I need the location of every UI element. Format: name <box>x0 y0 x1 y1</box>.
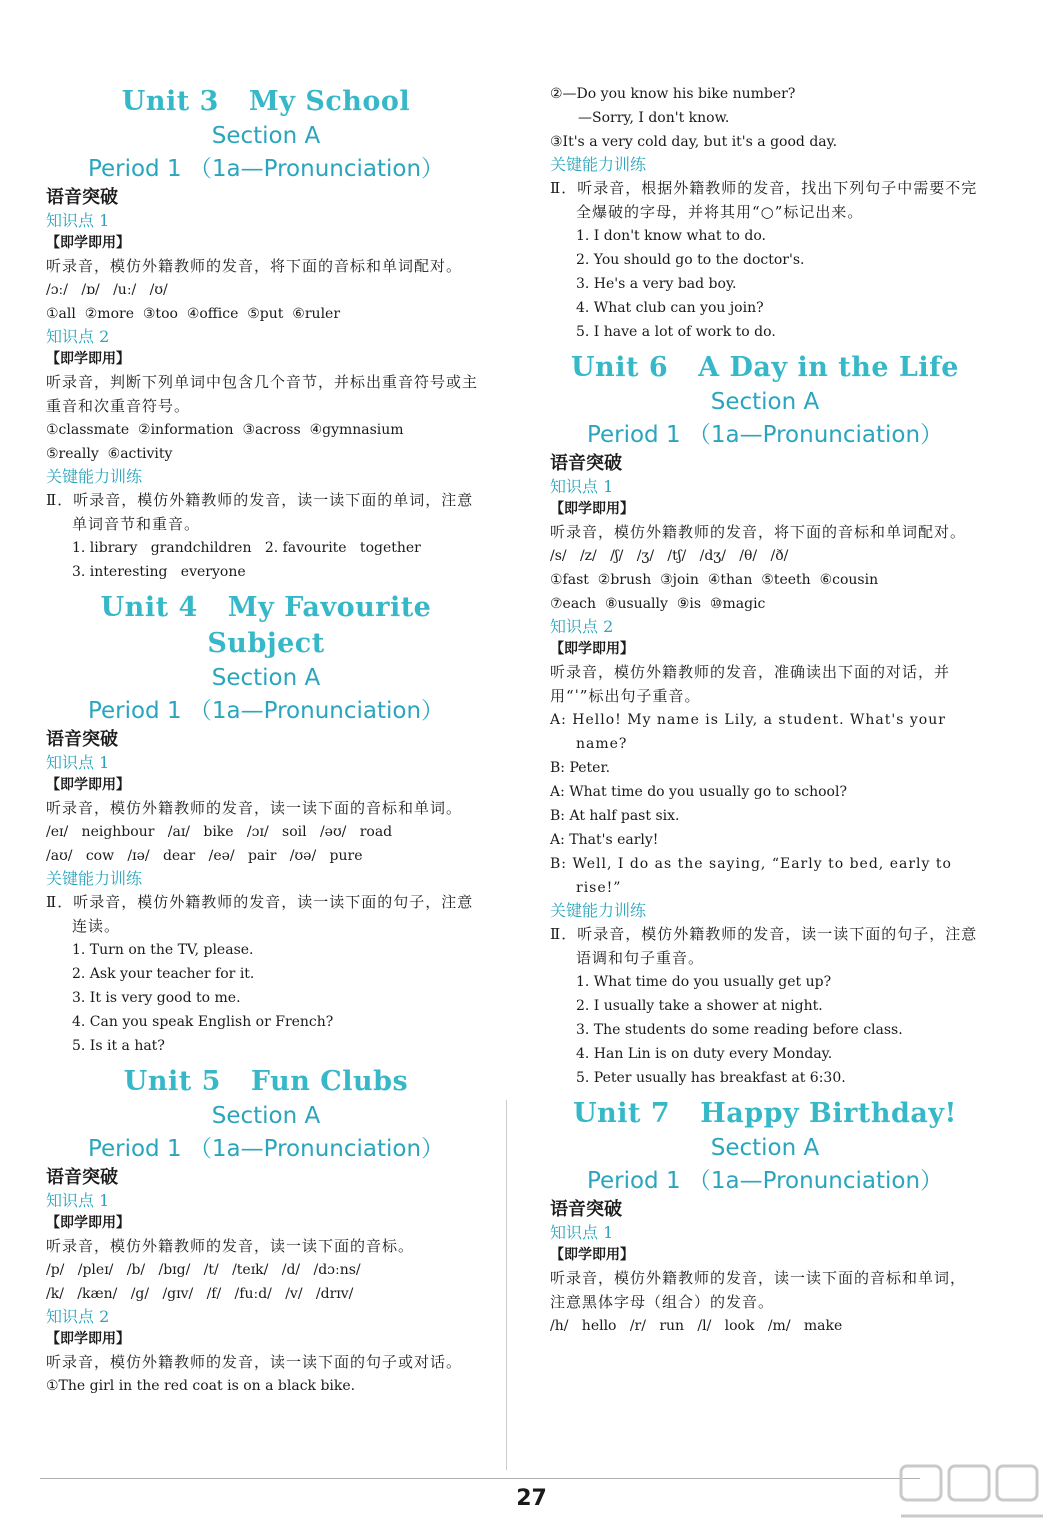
unit-7-heading: 语音突破 <box>550 1199 622 1220</box>
unit-7-kp1-text: 听录音，模仿外籍教师的发音，读一读下面的音标和单词，注意黑体字母（组合）的发音。 <box>550 1269 967 1311</box>
unit-3-period: Period 1 （1a—Pronunciation） <box>87 156 445 182</box>
unit-7-kp1: 知识点 1 <box>550 1223 614 1242</box>
right-top-item-5: 5. I have a lot of work to do. <box>576 324 776 340</box>
unit-4-title: Unit 4 My Favourite Subject <box>100 592 432 659</box>
unit-5-kp1-line2: /k/ /kæn/ /g/ /gɪv/ /f/ /fuːd/ /v/ /drɪv/ <box>46 1286 354 1302</box>
right-top-item-4: 4. What club can you join? <box>576 300 764 316</box>
unit-6-kp1-text: 听录音，模仿外籍教师的发音，将下面的音标和单词配对。 <box>550 523 967 541</box>
unit-3-train-line1: 1. library grandchildren 2. favourite together <box>72 540 421 556</box>
unit-3-kp1: 知识点 1 <box>46 211 110 230</box>
unit-3-kp2: 知识点 2 <box>46 327 110 346</box>
unit-3-kp2-line1: ①classmate ②information ③across ④gymnasium <box>46 422 404 438</box>
unit-4-kp1-line1: /eɪ/ neighbour /aɪ/ bike /ɔɪ/ soil /əʊ/ road <box>46 824 393 840</box>
unit-3-section: Section A <box>211 123 321 149</box>
unit-3-train: 关键能力训练 <box>46 467 143 486</box>
unit-5-kp2: 知识点 2 <box>46 1307 110 1326</box>
unit-4-train-text: Ⅱ．听录音，模仿外籍教师的发音，读一读下面的句子，注意连读。 <box>46 893 474 935</box>
unit-6-kp2-text: 听录音，模仿外籍教师的发音，准确读出下面的对话，并用“ˈ”标出句子重音。 <box>550 663 951 705</box>
unit-6-item-2: 2. I usually take a shower at night. <box>576 998 823 1014</box>
unit-5-title: Unit 5 Fun Clubs <box>123 1066 409 1097</box>
unit-6-train: 关键能力训练 <box>550 901 647 920</box>
unit-3-kp2-tag: 【即学即用】 <box>46 351 130 367</box>
unit-4-kp1-text: 听录音，模仿外籍教师的发音，读一读下面的音标和单词。 <box>46 799 463 817</box>
unit-7-title: Unit 7 Happy Birthday! <box>573 1098 957 1129</box>
unit-4-item-1: 1. Turn on the TV, please. <box>72 942 254 958</box>
right-top-item-2: 2. You should go to the doctor's. <box>576 252 805 268</box>
right-top-item-3: 3. He's a very bad boy. <box>576 276 737 292</box>
unit-5-kp1: 知识点 1 <box>46 1191 110 1210</box>
right-top-train-text: Ⅱ．听录音，根据外籍教师的发音，找出下列句子中需要不完全爆破的字母，并将其用“○”标记出来。 <box>550 179 978 221</box>
unit-3-title: Unit 3 My School <box>121 86 411 117</box>
unit-3-train-text: Ⅱ．听录音，模仿外籍教师的发音，读一读下面的单词，注意单词音节和重音。 <box>46 491 474 533</box>
unit-6-kp2: 知识点 2 <box>550 617 614 636</box>
unit-5-kp1-text: 听录音，模仿外籍教师的发音，读一读下面的音标。 <box>46 1237 415 1255</box>
unit-6-train-text: Ⅱ．听录音，模仿外籍教师的发音，读一读下面的句子，注意语调和句子重音。 <box>550 925 978 967</box>
unit-6-item-3: 3. The students do some reading before class. <box>576 1022 903 1038</box>
unit-6-item-5: 5. Peter usually has breakfast at 6:30. <box>576 1070 846 1086</box>
column-divider <box>506 1100 507 1470</box>
unit-3-kp2-line2: ⑤really ⑥activity <box>46 446 173 462</box>
unit-4-section: Section A <box>211 665 321 691</box>
unit-6-dialog-4: B: At half past six. <box>550 808 680 824</box>
page-number: 27 <box>516 1486 547 1511</box>
unit-4-kp1-tag: 【即学即用】 <box>46 777 130 793</box>
unit-6-section: Section A <box>710 389 820 415</box>
unit-7-kp1-tag: 【即学即用】 <box>550 1247 634 1263</box>
unit-5-period: Period 1 （1a—Pronunciation） <box>87 1136 445 1162</box>
unit-6-title: Unit 6 A Day in the Life <box>571 352 959 383</box>
unit-6-heading: 语音突破 <box>550 453 622 474</box>
unit-4-item-3: 3. It is very good to me. <box>72 990 241 1006</box>
unit-4-item-4: 4. Can you speak English or French? <box>72 1014 334 1030</box>
unit-5-section: Section A <box>211 1103 321 1129</box>
unit-6-item-4: 4. Han Lin is on duty every Monday. <box>576 1046 833 1062</box>
unit-6-kp1-line2: ①fast ②brush ③join ④than ⑤teeth ⑥cousin <box>550 572 879 588</box>
unit-6-kp1-line1: /s/ /z/ /ʃ/ /ʒ/ /tʃ/ /dʒ/ /θ/ /ð/ <box>550 548 789 564</box>
unit-4-train: 关键能力训练 <box>46 869 143 888</box>
unit-4-kp1-line2: /aʊ/ cow /ɪə/ dear /eə/ pair /ʊə/ pure <box>46 848 363 864</box>
unit-4-item-5: 5. Is it a hat? <box>72 1038 165 1054</box>
unit-7-period: Period 1 （1a—Pronunciation） <box>586 1168 944 1194</box>
unit-3-kp1-line1: /ɔː/ /ɒ/ /uː/ /ʊ/ <box>46 282 168 298</box>
right-top-line-1: ②—Do you know his bike number? <box>550 86 796 102</box>
unit-3-kp1-text: 听录音，模仿外籍教师的发音，将下面的音标和单词配对。 <box>46 257 463 275</box>
unit-5-kp1-line1: /p/ /pleɪ/ /b/ /bɪg/ /t/ /teɪk/ /d/ /dɔːns/ <box>46 1262 361 1278</box>
unit-7-kp1-line1: /h/ hello /r/ run /l/ look /m/ make <box>550 1318 843 1334</box>
unit-3-kp1-line2: ①all ②more ③too ④office ⑤put ⑥ruler <box>46 306 341 322</box>
unit-4-kp1: 知识点 1 <box>46 753 110 772</box>
footer-rule <box>40 1478 920 1479</box>
unit-3-heading: 语音突破 <box>46 187 118 208</box>
unit-6-kp1-line3: ⑦each ⑧usually ⑨is ⑩magic <box>550 596 766 612</box>
unit-6-kp1: 知识点 1 <box>550 477 614 496</box>
unit-6-dialog-6: B: Well, I do as the saying, “Early to bed, early to rise!” <box>550 856 952 896</box>
unit-3-kp1-tag: 【即学即用】 <box>46 235 130 251</box>
unit-6-item-1: 1. What time do you usually get up? <box>576 974 832 990</box>
right-top-train: 关键能力训练 <box>550 155 647 174</box>
unit-3-kp2-text: 听录音，判断下列单词中包含几个音节，并标出重音符号或主重音和次重音符号。 <box>46 373 479 415</box>
unit-4-heading: 语音突破 <box>46 729 118 750</box>
right-top-item-1: 1. I don't know what to do. <box>576 228 767 244</box>
unit-6-dialog-2: B: Peter. <box>550 760 611 776</box>
unit-5-kp2-line1: ①The girl in the red coat is on a black bike. <box>46 1378 356 1394</box>
unit-5-heading: 语音突破 <box>46 1167 118 1188</box>
unit-7-section: Section A <box>710 1135 820 1161</box>
unit-4-period: Period 1 （1a—Pronunciation） <box>87 698 445 724</box>
unit-6-period: Period 1 （1a—Pronunciation） <box>586 422 944 448</box>
unit-6-dialog-1: A: Hello! My name is Lily, a student. What's your name? <box>550 712 946 752</box>
unit-6-dialog-3: A: What time do you usually go to school? <box>550 784 847 800</box>
unit-6-kp1-tag: 【即学即用】 <box>550 501 634 517</box>
left-column <box>46 0 486 1398</box>
right-column <box>550 0 980 1338</box>
unit-5-kp2-text: 听录音，模仿外籍教师的发音，读一读下面的句子或对话。 <box>46 1353 463 1371</box>
unit-5-kp1-tag: 【即学即用】 <box>46 1215 130 1231</box>
unit-3-train-line2: 3. interesting everyone <box>72 564 246 580</box>
watermark-logo <box>893 1460 1053 1530</box>
unit-5-kp2-tag: 【即学即用】 <box>46 1331 130 1347</box>
unit-4-item-2: 2. Ask your teacher for it. <box>72 966 255 982</box>
unit-6-kp2-tag: 【即学即用】 <box>550 641 634 657</box>
right-top-line-2: —Sorry, I don't know. <box>578 110 730 126</box>
unit-6-dialog-5: A: That's early! <box>550 832 659 848</box>
right-top-line-3: ③It's a very cold day, but it's a good day. <box>550 134 838 150</box>
